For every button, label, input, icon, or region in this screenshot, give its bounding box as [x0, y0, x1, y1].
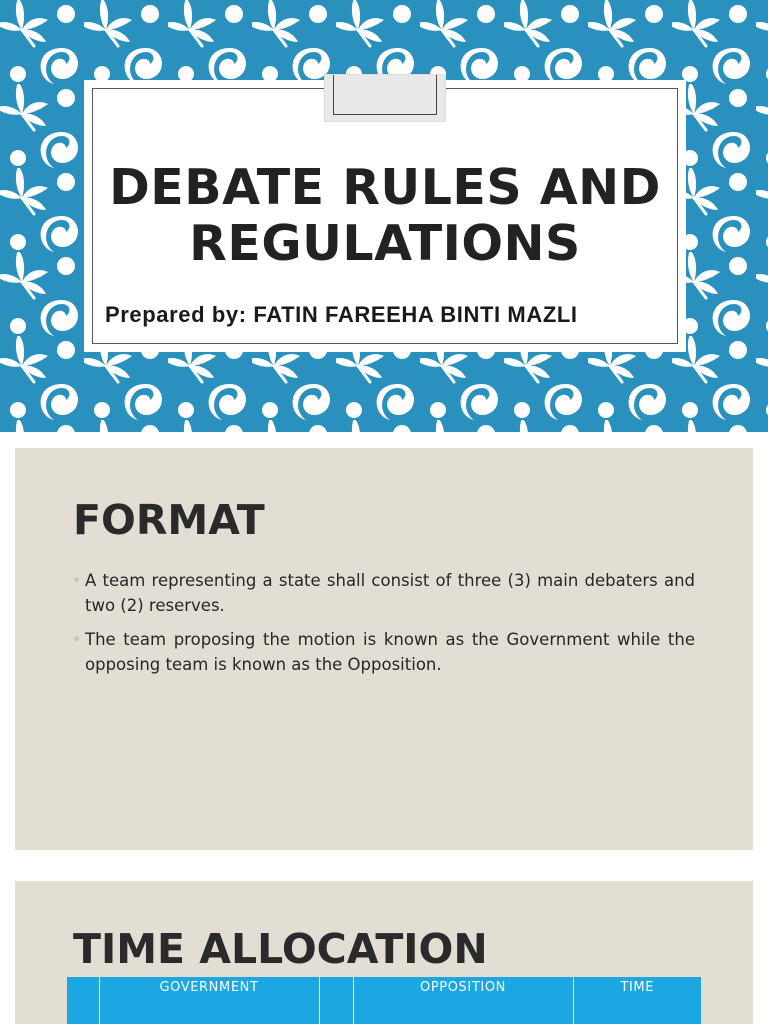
bullet-text: The team proposing the motion is known as the Government while the opposing team is known as the Opposition.: [85, 630, 695, 674]
presentation-title: [84, 160, 686, 272]
list-item: [73, 627, 695, 677]
title-slide: [0, 0, 768, 432]
time-allocation-heading: TIME ALLOCATION: [73, 925, 488, 973]
title-card: [84, 80, 686, 352]
ring-bullet-icon: ◦: [73, 573, 81, 587]
ring-bullet-icon: ◦: [73, 632, 81, 646]
table-header-cell: [319, 977, 353, 1024]
time-allocation-table: [67, 977, 701, 1024]
prepared-by-text: Prepared by: FATIN FAREEHA BINTI MAZLI: [105, 302, 578, 327]
format-heading: FORMAT: [73, 496, 265, 544]
title-line-1: DEBATE RULES AND: [109, 159, 661, 216]
title-line-2: REGULATIONS: [189, 215, 581, 272]
table-header-opposition: OPPOSITION: [353, 977, 573, 1024]
table-header-row: [67, 977, 701, 1024]
format-slide: [15, 448, 753, 850]
table-header-time: TIME: [573, 977, 701, 1024]
table-header-government: GOVERNMENT: [99, 977, 319, 1024]
table-header-cell: [67, 977, 99, 1024]
title-card-tab: [324, 74, 446, 122]
time-allocation-slide: [15, 881, 753, 1024]
bullet-text: A team representing a state shall consist of three (3) main debaters and two (2) reserves.: [85, 571, 695, 615]
list-item: [73, 568, 695, 618]
format-bullet-list: [73, 568, 695, 686]
